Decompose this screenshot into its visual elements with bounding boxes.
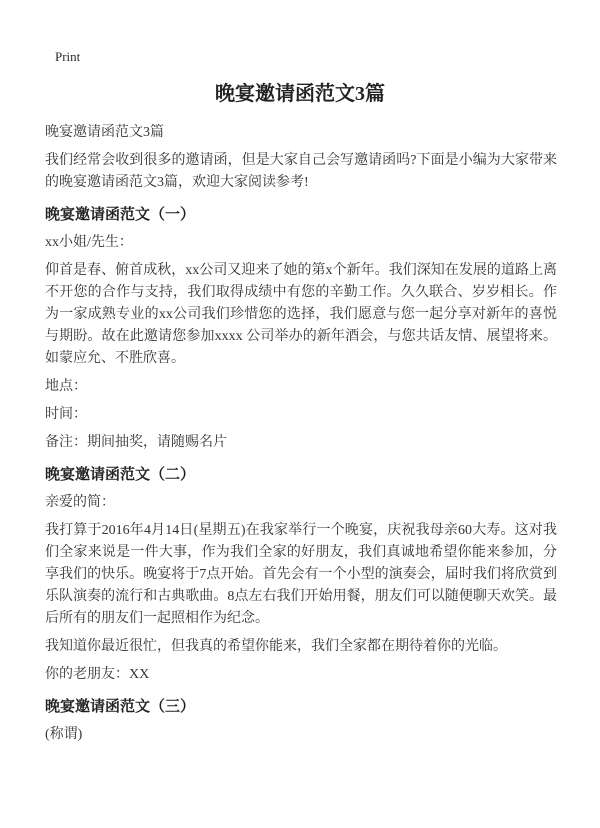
section-3-salutation: (称谓)	[45, 727, 83, 742]
section-1-salutation: xx小姐/先生：	[45, 235, 133, 250]
section-3-heading: 晚宴邀请函范文（三）	[45, 699, 196, 715]
section-1-note-line: 备注：期间抽奖，请随赐名片	[45, 435, 227, 450]
section-1-location-line: 地点：	[45, 379, 87, 394]
intro-paragraph: 我们经常会收到很多的邀请函，但是大家自己会写邀请函吗?下面是小编为大家带来的晚宴邀请函范文3篇，欢迎大家阅读参考!	[45, 153, 557, 190]
section-1-heading: 晚宴邀请函范文（一）	[45, 207, 196, 223]
page-subtitle: 晚宴邀请函范文3篇	[45, 125, 164, 140]
page-title: 晚宴邀请函范文3篇	[215, 83, 385, 105]
section-2-salutation: 亲爱的简：	[45, 495, 115, 510]
section-2-closing: 我知道你最近很忙，但我真的希望你能来，我们全家都在期待着你的光临。	[45, 639, 507, 654]
section-2-body: 我打算于2016年4月14日(星期五)在我家举行一个晚宴，庆祝我母亲60大寿。这对我们全家来说是一件大事，作为我们全家的好朋友，我们真诚地希望你能来参加，分享我们的快乐。晚宴将于7点开始。首先会有一个小型的演奏会，届时我们将欣赏到乐队演奏的流行和古典歌曲。8点左右我们开始用餐，朋友们可以随便聊天欢笑。最后所有的朋友们一起照相作为纪念。	[45, 523, 557, 626]
document-content	[0, 122, 600, 746]
section-2-signature: 你的老朋友：XX	[45, 667, 150, 682]
section-1-time-line: 时间：	[45, 407, 87, 422]
print-button[interactable]: Print	[55, 49, 81, 64]
section-1-body: 仰首是春、俯首成秋，xx公司又迎来了她的第x个新年。我们深知在发展的道路上离不开您的合作与支持，我们取得成绩中有您的辛勤工作。久久联合、岁岁相长。作为一家成熟专业的xx公司我们珍惜您的选择，我们愿意与您一起分享对新年的喜悦与期盼。故在此邀请您参加xxxx 公司举办的新年酒会，与您共话友情、展望将来。如蒙应允、不胜欣喜。	[45, 263, 557, 366]
section-2-heading: 晚宴邀请函范文（二）	[45, 467, 196, 483]
